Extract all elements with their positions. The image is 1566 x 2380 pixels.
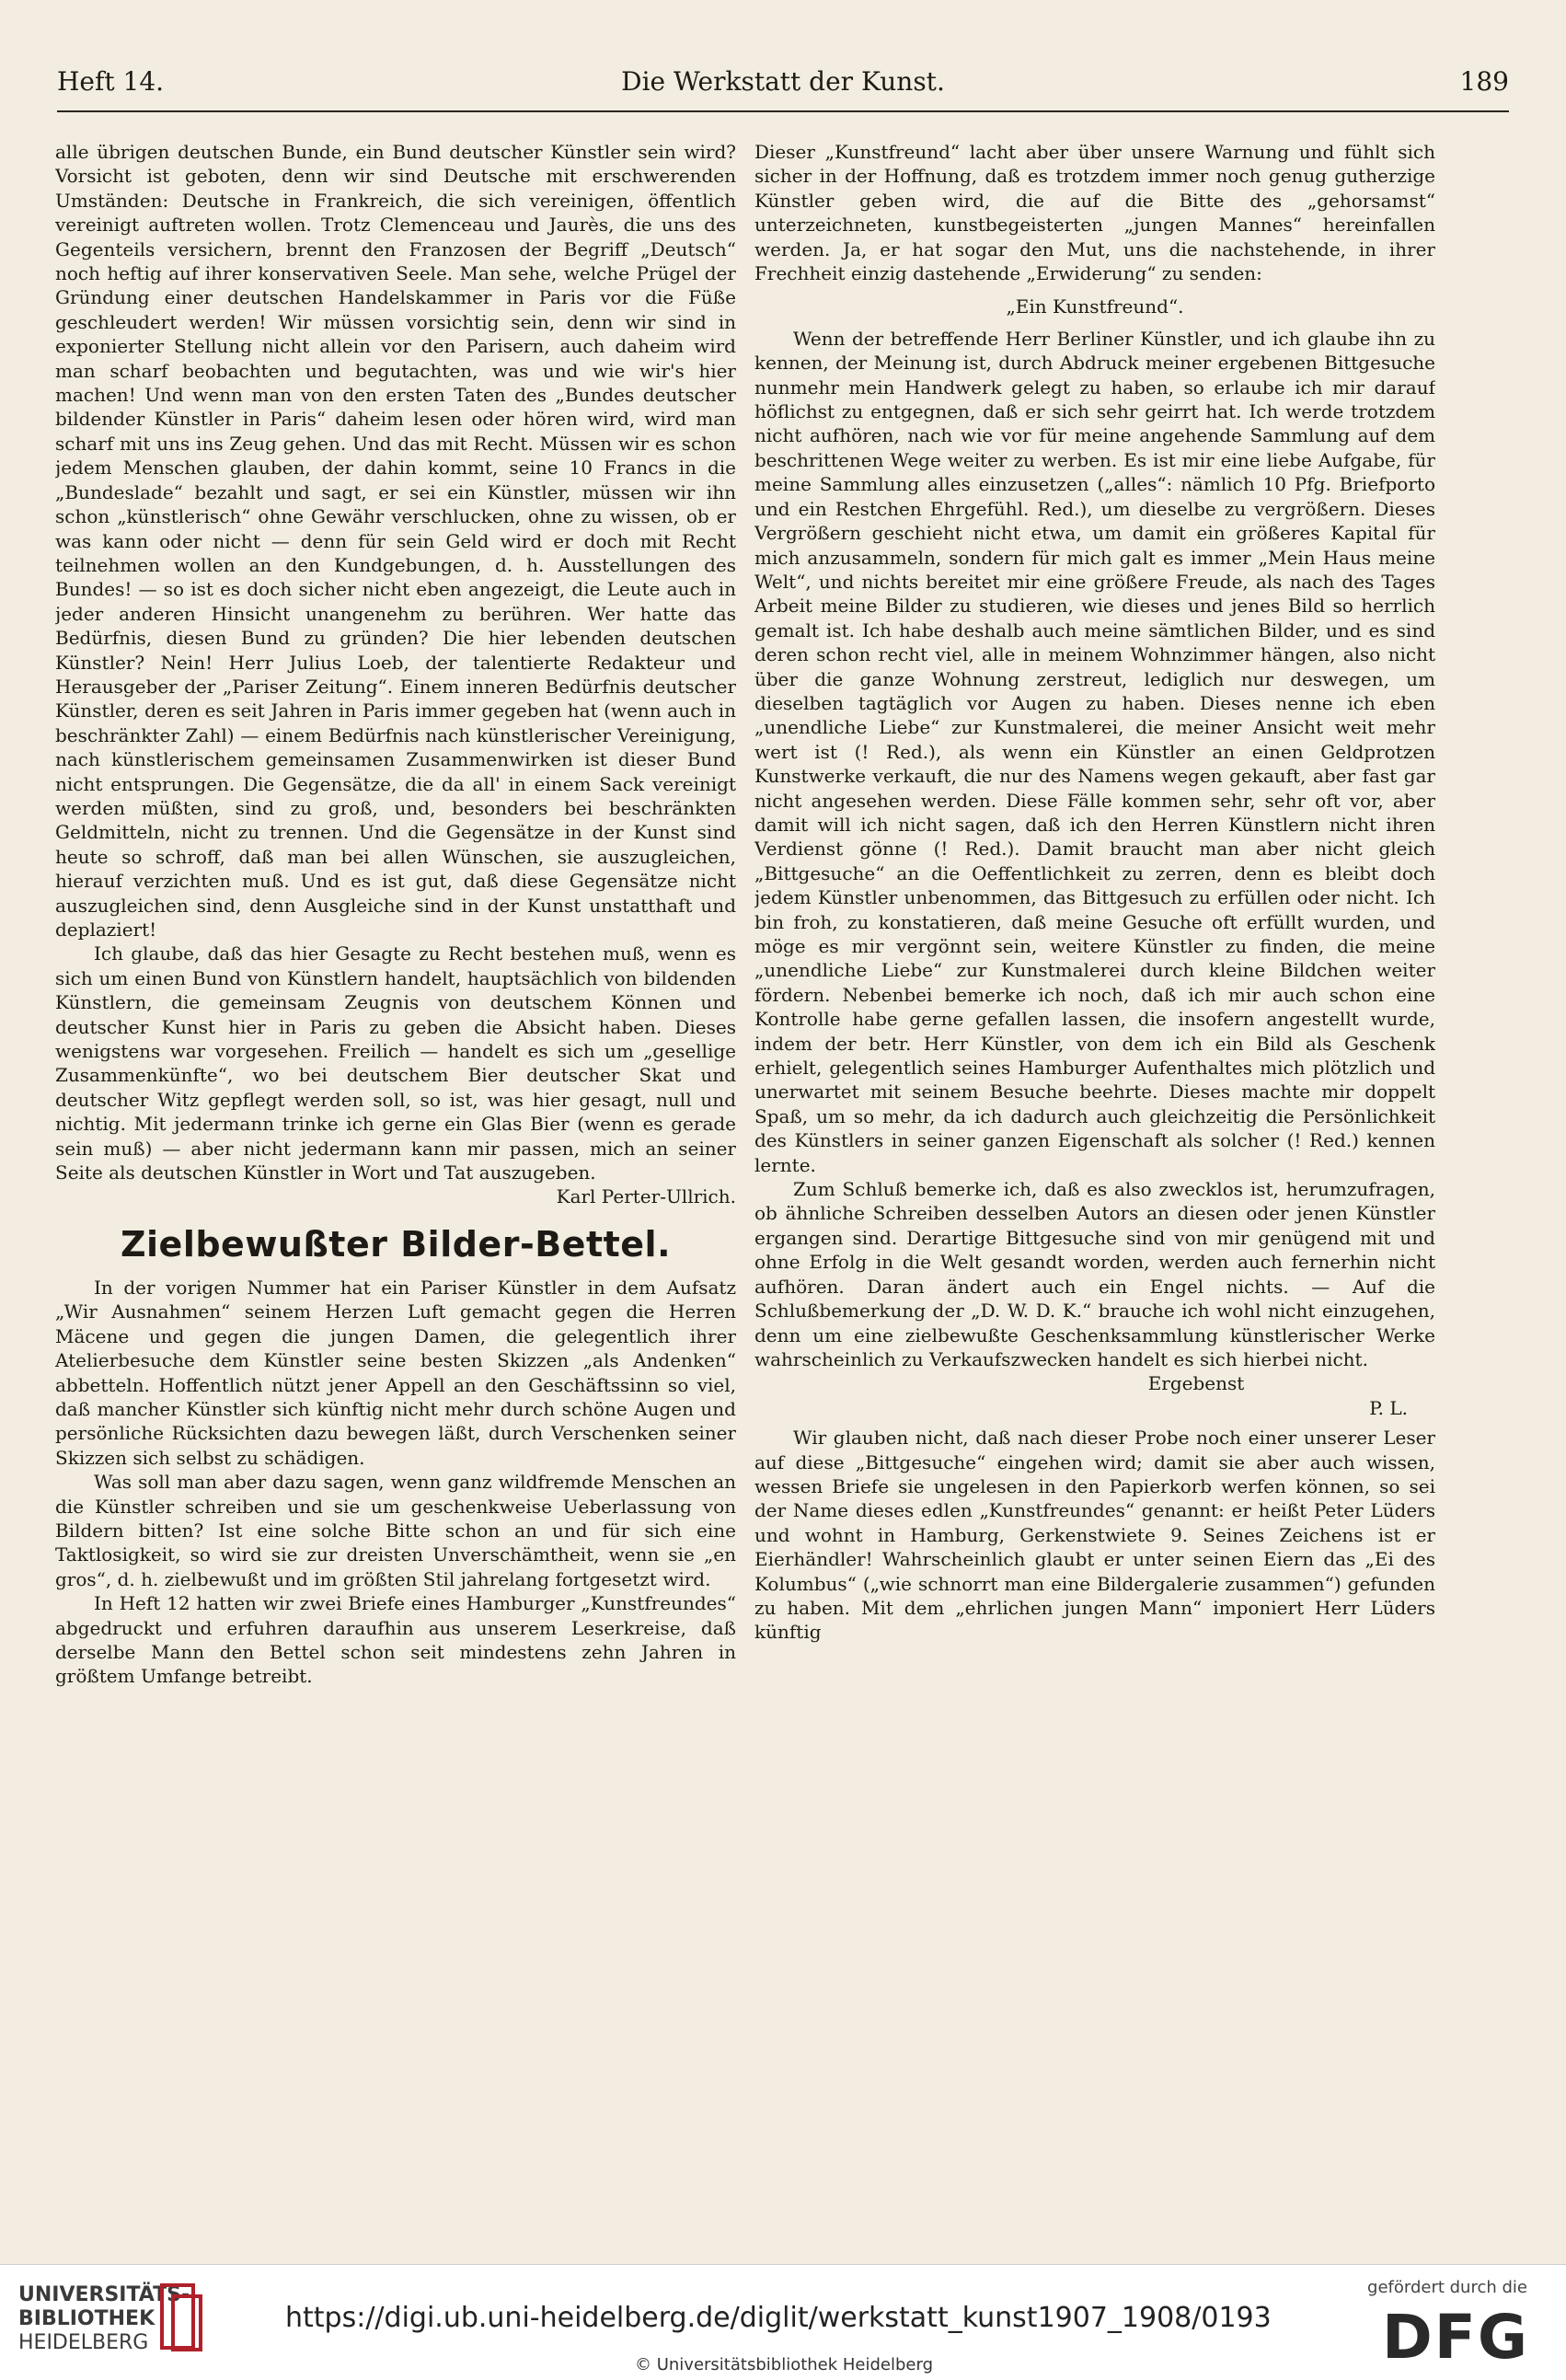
letter-heading: „Ein Kunstfreund“. — [1006, 295, 1184, 318]
library-name-line: BIBLIOTHEK — [18, 2307, 155, 2330]
letter-initials: P. L. — [1369, 1396, 1408, 1419]
letter-closing: Ergebenst — [1147, 1372, 1245, 1395]
library-name-line: UNIVERSITÄTS- — [18, 2283, 190, 2306]
issue-number: Heft 14. — [57, 66, 165, 97]
page-number: 189 — [1459, 66, 1509, 97]
dfg-logo[interactable]: DFG — [1381, 2302, 1529, 2373]
paragraph: Was soll man aber dazu sagen, wenn ganz wildfremde Menschen an die Künstler schreiben und sie um geschenkweise Ueberlassung von Bildern bitten? Ist eine solche Bitte schon an und für sich eine Taktlosigkeit, so wird sie zur dreisten Unverschämtheit, wenn sie „en gros“, d. h. zielbewußt und im größten Stil jahrelang fortgesetzt wird. — [55, 1471, 736, 1590]
paragraph: alle übrigen deutschen Bunde, ein Bund deutscher Künstler sein wird? Vorsicht ist geboten, denn wir sind Deutsche mit erschwerenden Umständen: Deutsche in Frankreich, die sich vereinigen, öffentlich vereinigt auftreten wollen. Trotz Clemenceau und Jaurès, die uns des Gegenteils versichern, brennt den Franzosen der Begriff „Deutsch“ noch heftig auf ihrer konservativen Seele. Man sehe, welche Prügel der Gründung einer deutschen Handelskammer in Paris vor die Füße geschleudert werden! Wir müssen vorsichtig sein, denn wir sind in exponierter Stellung nicht allein vor den Parisern, auch daheim wird man scharf beobachten und begutachten, was und wie wir's hier machen! Und wenn man von den ersten Taten des „Bundes deutscher bildender Künstler in Paris“ daheim lesen oder hören wird, wird man scharf mit uns ins Zeug gehen. Und das mit Recht. Müssen wir es schon jedem Menschen glauben, der dahin kommt, seine 10 Francs in die „Bundeslade“ bezahlt und sagt, er sei ein Künstler, müssen wir ihn schon „künstlerisch“ ohne Gewähr verschlucken, ohne zu wissen, ob er was kann oder nicht — denn für sein Geld wird er doch mit Recht teilnehmen wollen an den Kundgebungen, d. h. Ausstellungen des Bundes! — so ist es doch sicher nicht eben angezeigt, die Leute auch in jeder anderen Hinsicht unangenehm zu berühren. Wer hatte das Bedürfnis, diesen Bund zu gründen? Die hier lebenden deutschen Künstler? Nein! Herr Julius Loeb, der talentierte Redakteur und Herausgeber der „Pariser Zeitung“. Einem inneren Bedürfnis deutscher Künstler, deren es seit Jahren in Paris immer gegeben hat (wenn auch in beschränkter Zahl) — einem Bedürfnis nach künstlerischer Vereinigung, nach künstlerischem gemeinsamen Zusammenwirken ist dieser Bund nicht entsprungen. Die Gegensätze, die da all' in einem Sack vereinigt werden müßten, sind zu groß, und, besonders bei beschränkten Geldmitteln, nicht zu trennen. Und die Gegensätze in der Kunst sind heute so schroff, daß man bei allen Wünschen, sie auszugleichen, hierauf verzichten muß. Und es ist gut, daß diese Gegensätze nicht auszugleichen sind, denn Ausgleiche sind in der Kunst unstatthaft und deplaziert! — [55, 141, 736, 941]
paragraph: In Heft 12 hatten wir zwei Briefe eines Hamburger „Kunstfreundes“ abgedruckt und erfuhren daraufhin aus unserem Leserkreise, daß derselbe Mann den Bettel schon seit mindestens zehn Jahren in größtem Umfange betreibt. — [55, 1592, 736, 1688]
funding-note: gefördert durch die — [1367, 2278, 1527, 2297]
right-column — [754, 140, 1435, 2247]
journal-title: Die Werkstatt der Kunst. — [621, 66, 945, 97]
header-rule — [57, 110, 1509, 112]
left-column — [55, 140, 736, 2247]
paragraph: Wenn der betreffende Herr Berliner Künstler, und ich glaube ihn zu kennen, der Meinung ist, durch Abdruck meiner ergebenen Bittgesuche nunmehr mein Handwerk gelegt zu haben, so erlaube ich mir darauf höflichst zu entgegnen, daß er sich sehr geirrt hat. Ich werde trotzdem nicht aufhören, nach wie vor für meine angehende Sammlung auf dem beschrittenen Wege weiter zu werben. Es ist mir eine liebe Aufgabe, für meine Sammlung alles einzusetzen („alles“: nämlich 10 Pfg. Briefporto und ein Restchen Ehrgefühl. Red.), um dieselbe zu vergrößern. Dieses Vergrößern geschieht nicht etwa, um damit ein größeres Kapital für mich anzusammeln, sondern für mich galt es immer „Mein Haus meine Welt“, und nichts bereitet mir eine größere Freude, als nach des Tages Arbeit meine Bilder zu studieren, wie dieses und jenes Bild so herrlich gemalt ist. Ich habe deshalb auch meine sämtlichen Bilder, und es sind deren schon recht viel, alle in meinem Wohnzimmer hängen, also nicht über die ganze Wohnung zerstreut, lediglich nur deswegen, um dieselben tagtäglich vor Augen zu haben. Dieses nenne ich eben „unendliche Liebe“ zur Kunstmalerei, die meiner Ansicht weit mehr wert ist (! Red.), als wenn ein Künstler an einen Geldprotzen Kunstwerke verkauft, die nur des Namens wegen gekauft, aber fast gar nicht angesehen werden. Diese Fälle kommen sehr, sehr oft vor, aber damit will ich nicht sagen, daß ich den Herren Künstlern nicht ihren Verdienst gönne (! Red.). Damit braucht man aber nicht gleich „Bittgesuche“ an die Oeffentlichkeit zu zerren, denn es bleibt doch jedem Künstler unbenommen, das Bittgesuch zu erfüllen oder nicht. Ich bin froh, zu konstatieren, daß meine Gesuche oft erfüllt wurden, und möge es mir vergönnt sein, weitere Künstler zu finden, die meine „unendliche Liebe“ zur Kunstmalerei durch kleine Bildchen weiter fördern. Nebenbei bemerke ich noch, daß ich mir auch schon eine Kontrolle habe gerne gefallen lassen, die insofern angestellt wurde, indem der betr. Herr Künstler, von dem ich ein Bild als Geschenk erhielt, gelegentlich seines Hamburger Aufenthaltes mich plötzlich und unerwartet mit seinem Besuche beehrte. Dieses machte mir doppelt Spaß, um so mehr, da ich dadurch auch gleichzeitig die Persönlichkeit des Künstlers in seiner ganzen Eigenschaft als solcher (! Red.) kennen lernte. — [754, 327, 1435, 1176]
viewer-footer — [0, 2264, 1566, 2380]
author-signature: Karl Perter-Ullrich. — [556, 1185, 736, 1208]
paragraph: Wir glauben nicht, daß nach dieser Probe noch einer unserer Leser auf diese „Bittgesuche“ eingehen wird; damit sie aber auch wissen, wessen Briefe sie ungelesen in den Papierkorb werfen können, so sei der Name dieses edlen „Kunstfreundes“ genannt: er heißt Peter Lüders und wohnt in Hamburg, Gerkenstwiete 9. Seines Zeichens ist er Eierhändler! Wahrscheinlich glaubt er unter seinen Eiern das „Ei des Kolumbus“ („wie schnorrt man eine Bildergalerie zusammen“) gefunden zu haben. Mit dem „ehrlichen jungen Mann“ imponiert Herr Lüders künftig — [754, 1427, 1435, 1644]
copyright-notice: © Universitätsbibliothek Heidelberg — [635, 2355, 934, 2374]
paragraph: Zum Schluß bemerke ich, daß es also zwecklos ist, herumzufragen, ob ähnliche Schreiben desselben Autors an diesen oder jenen Künstler ergangen sind. Derartige Bittgesuche sind von mir genügend mit und ohne Erfolg in die Welt gesandt worden, werden auch fernerhin nicht aufhören. Daran ändert auch ein Engel nichts. — Auf die Schlußbemerkung der „D. W. D. K.“ brauche ich wohl nicht einzugehen, denn um eine zielbewußte Geschenksammlung künstlerischer Werke wahrscheinlich zu Verkaufszwecken handelt es sich hierbei nicht. — [754, 1178, 1435, 1370]
paragraph: Dieser „Kunstfreund“ lacht aber über unsere Warnung und fühlt sich sicher in der Hoffnung, daß es trotzdem immer noch genug gutherzige Künstler geben wird, die auf die Bitte des „gehorsamst“ unterzeichneten, kunstbegeisterten „jungen Mannes“ hereinfallen werden. Ja, er hat sogar den Mut, uns die nachstehende, in ihrer Frechheit einzig dastehende „Erwiderung“ zu senden: — [754, 141, 1435, 285]
running-header — [57, 66, 1509, 109]
paragraph: Ich glaube, daß das hier Gesagte zu Recht bestehen muß, wenn es sich um einen Bund von Künstlern handelt, hauptsächlich von bildenden Künstlern, die gemeinsam Zeugnis von deutschem Können und deutscher Kunst hier in Paris zu geben die Absicht haben. Dieses wenigstens war vorgesehen. Freilich — handelt es sich um „gesellige Zusammenkünfte“, wo bei deutschem Bier deutscher Skat und deutscher Witz gepflegt werden soll, so ist, was hier gesagt, null und nichtig. Mit jedermann trinke ich gerne ein Glas Bier (wenn es gerade sein muß) — aber nicht jedermann kann mir passen, mich an seiner Seite als deutschen Künstler in Wort und Tat auszugeben. — [55, 942, 736, 1184]
library-name-line: HEIDELBERG — [18, 2331, 149, 2354]
library-seal-icon — [158, 2280, 204, 2353]
section-title: Zielbewußter Bilder-Bettel. — [120, 1223, 672, 1265]
permalink-url[interactable]: https://digi.ub.uni-heidelberg.de/diglit/werkstatt_kunst1907_1908/0193 — [285, 2302, 1272, 2334]
paragraph: In der vorigen Nummer hat ein Pariser Künstler in dem Aufsatz „Wir Ausnahmen“ seinem Herzen Luft gemacht gegen die Herren Mäcene und gegen die jungen Damen, die gelegentlich ihrer Atelierbesuche dem Künstler seine besten Skizzen „als Andenken“ abbetteln. Hoffentlich nützt jener Appell an den Geschäftssinn so viel, daß mancher Künstler sich künftig nicht mehr durch schöne Augen und persönliche Rücksichten dazu bewegen läßt, durch Verschenken seiner Skizzen sich selbst zu schädigen. — [55, 1276, 736, 1469]
